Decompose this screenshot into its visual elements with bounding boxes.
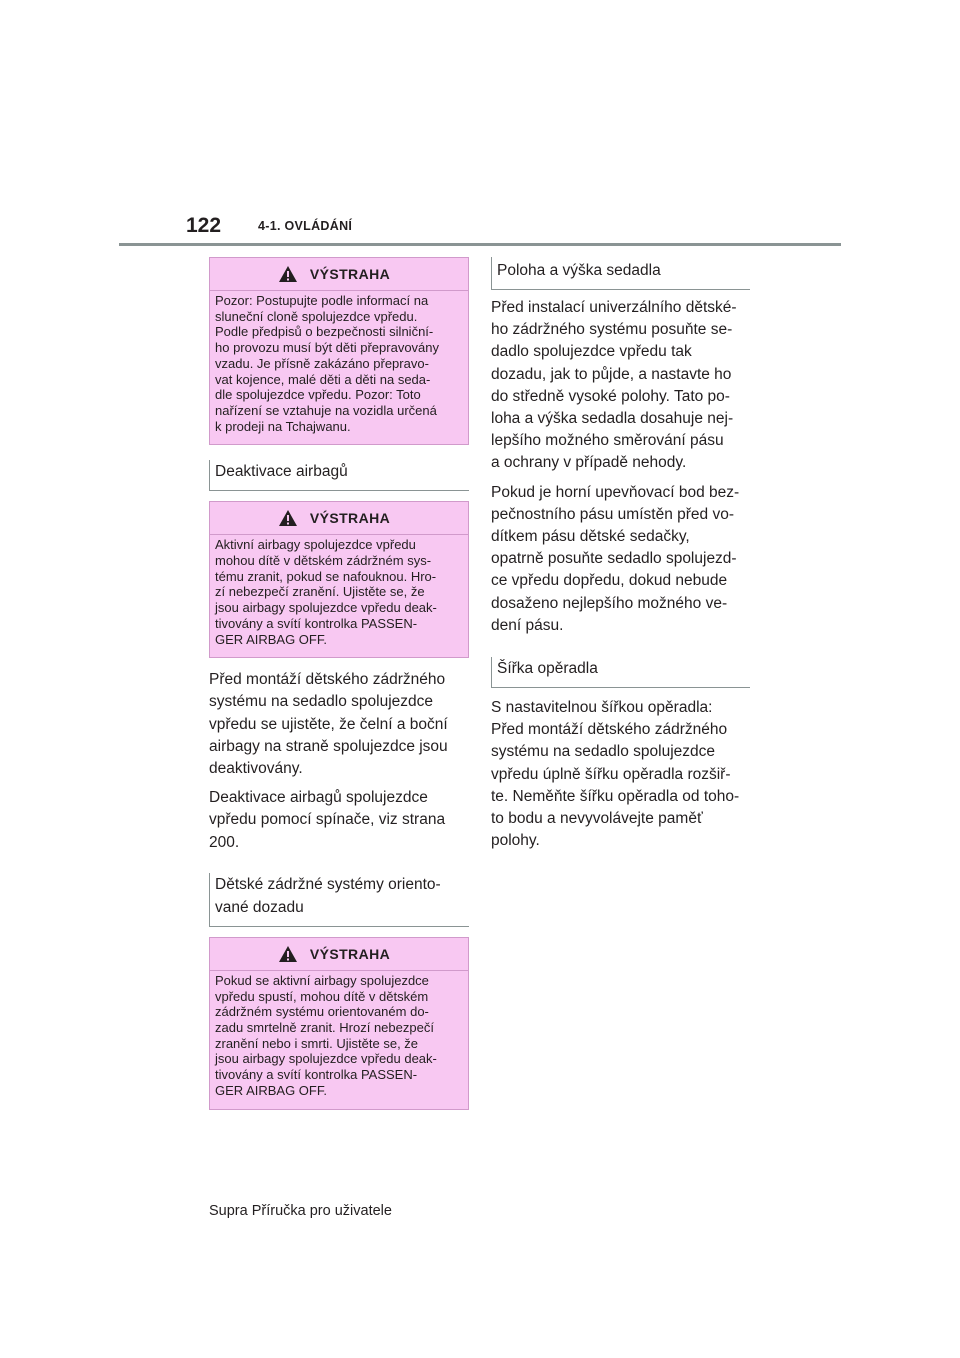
footer-text: Supra Příručka pro uživatele (209, 1203, 392, 1219)
text-line: Před montáží dětského zádržného (491, 721, 728, 739)
text-line: vat kojence, malé děti a děti na seda- (215, 371, 431, 387)
text-line: vané dozadu (215, 898, 304, 916)
text-line: loha a výška sedadla dosahuje nej- (491, 410, 734, 428)
text-line: Deaktivace airbagů spolujezdce (209, 789, 428, 807)
header-rule (119, 243, 841, 246)
warning-title: VÝSTRAHA (309, 266, 391, 282)
subheading-backrest-width (491, 657, 750, 688)
text-line: vpředu úplně šířku opěradla rozšiř- (491, 765, 731, 783)
text-line: dosaženo nejlepšího možného ve- (491, 594, 728, 612)
text-line: zádržném systému orientovaném do- (215, 1004, 429, 1020)
paragraph (491, 697, 750, 852)
warning-title: VÝSTRAHA (309, 945, 391, 962)
warning-box (209, 257, 469, 445)
text-line: dení pásu. (491, 616, 564, 634)
section-label: 4-1. OVLÁDÁNÍ (258, 219, 353, 233)
text-line: S nastavitelnou šířkou opěradla: (491, 699, 713, 717)
text-line: airbagy na straně spolujezdce jsou (209, 737, 448, 755)
text-line: Pozor: Postupujte podle informací na (215, 293, 429, 308)
text-line: ce vpředu dopředu, dokud nebude (491, 572, 728, 590)
text-line: tému zranit, pokud se nafouknou. Hro- (215, 568, 437, 584)
text-line: systému na sedadlo spolujezdce (209, 693, 434, 711)
warning-title: VÝSTRAHA (309, 510, 391, 527)
text-line: deaktivovány. (209, 760, 303, 778)
text-line: Podle předpisů o bezpečnosti silniční- (215, 324, 434, 340)
text-line: ho provozu musí být děti přepravovány (215, 340, 440, 356)
text-line: mohou dítě v dětském zádržném sys- (215, 553, 432, 569)
text-line: te. Neměňte šířku opěradla od toho- (491, 787, 740, 805)
text-line: polohy. (491, 832, 540, 850)
text-line: Dětské zádržné systémy oriento- (215, 875, 441, 893)
text-line: dle spolujezdce vpředu. Pozor: Toto (215, 387, 421, 403)
warning-box (209, 501, 469, 658)
warning-header (210, 938, 468, 971)
text-line: 200. (209, 833, 240, 851)
text-line: zí nebezpečí zranění. Ujistěte se, že (215, 584, 425, 600)
text-line: Aktivní airbagy spolujezdce vpředu (215, 537, 416, 553)
text-line: opatrně posuňte sedadlo spolujezd- (491, 550, 737, 568)
text-line: pečnostního pásu umístěn před vo- (491, 505, 734, 523)
subheading-rear-facing-seats (209, 873, 469, 927)
warning-triangle-icon (278, 509, 298, 527)
text-line: sluneční cloně spolujezdce vpředu. (215, 308, 418, 324)
text-line: ho zádržného systému posuňte se- (491, 321, 733, 339)
text-line: zranění nebo i smrti. Ujistěte se, že (215, 1035, 419, 1051)
warning-text (210, 291, 468, 434)
text-line: to bodu a nevyvolávejte paměť (491, 810, 703, 828)
text-line: Poloha a výška sedadla (497, 262, 661, 279)
text-line: Deaktivace airbagů (215, 463, 348, 481)
warning-triangle-icon (278, 265, 298, 283)
text-line: zadu smrtelně zranit. Hrozí nebezpečí (215, 1019, 434, 1035)
text-line: GER AIRBAG OFF. (215, 631, 327, 647)
text-line: vpředu spustí, mohou dítě v dětském (215, 988, 429, 1004)
warning-header (210, 502, 468, 535)
paragraph (491, 482, 750, 637)
paragraph (209, 669, 469, 780)
left-column (209, 257, 469, 1110)
text-line: Šířka opěradla (497, 660, 598, 678)
text-line: do středně vysoké polohy. Tato po- (491, 387, 730, 405)
text-line: systému na sedadlo spolujezdce (491, 743, 716, 761)
paragraph (209, 787, 469, 854)
text-line: nařízení se vztahuje na vozidla určená (215, 402, 437, 418)
text-line: vpředu pomocí spínače, viz strana (209, 811, 446, 829)
text-line: Pokud se aktivní airbagy spolujezdce (215, 972, 429, 988)
text-line: dozadu, jak to půjde, a nastavte ho (491, 365, 732, 383)
warning-triangle-icon (278, 945, 298, 963)
text-line: GER AIRBAG OFF. (215, 1082, 327, 1098)
text-line: Pokud je horní upevňovací bod bez- (491, 483, 740, 501)
text-line: vpředu se ujistěte, že čelní a boční (209, 715, 448, 733)
warning-box (209, 937, 469, 1110)
text-line: Před montáží dětského zádržného (209, 671, 446, 689)
text-line: vzadu. Je přísně zakázáno přepravo- (215, 355, 429, 371)
right-column (491, 257, 750, 852)
text-line: jsou airbagy spolujezdce vpředu deak- (215, 600, 437, 616)
warning-text (210, 971, 468, 1099)
text-line: tivovány a svítí kontrolka PASSEN- (215, 615, 418, 631)
paragraph (491, 297, 750, 475)
text-line: Před instalací univerzálního dětské- (491, 299, 737, 316)
subheading-seat-position (491, 257, 750, 290)
text-line: a ochrany v případě nehody. (491, 454, 687, 472)
warning-header (210, 258, 468, 291)
text-line: k prodeji na Tchajwanu. (215, 418, 351, 434)
text-line: lepšího možného směrování pásu (491, 432, 724, 450)
text-line: tivovány a svítí kontrolka PASSEN- (215, 1067, 418, 1083)
warning-text (210, 535, 468, 647)
text-line: dítkem pásu dětské sedačky, (491, 528, 690, 546)
subheading-airbag-deactivation (209, 460, 469, 491)
text-line: jsou airbagy spolujezdce vpředu deak- (215, 1051, 437, 1067)
page-number: 122 (186, 214, 222, 237)
text-line: dadlo spolujezdce vpředu tak (491, 343, 692, 361)
